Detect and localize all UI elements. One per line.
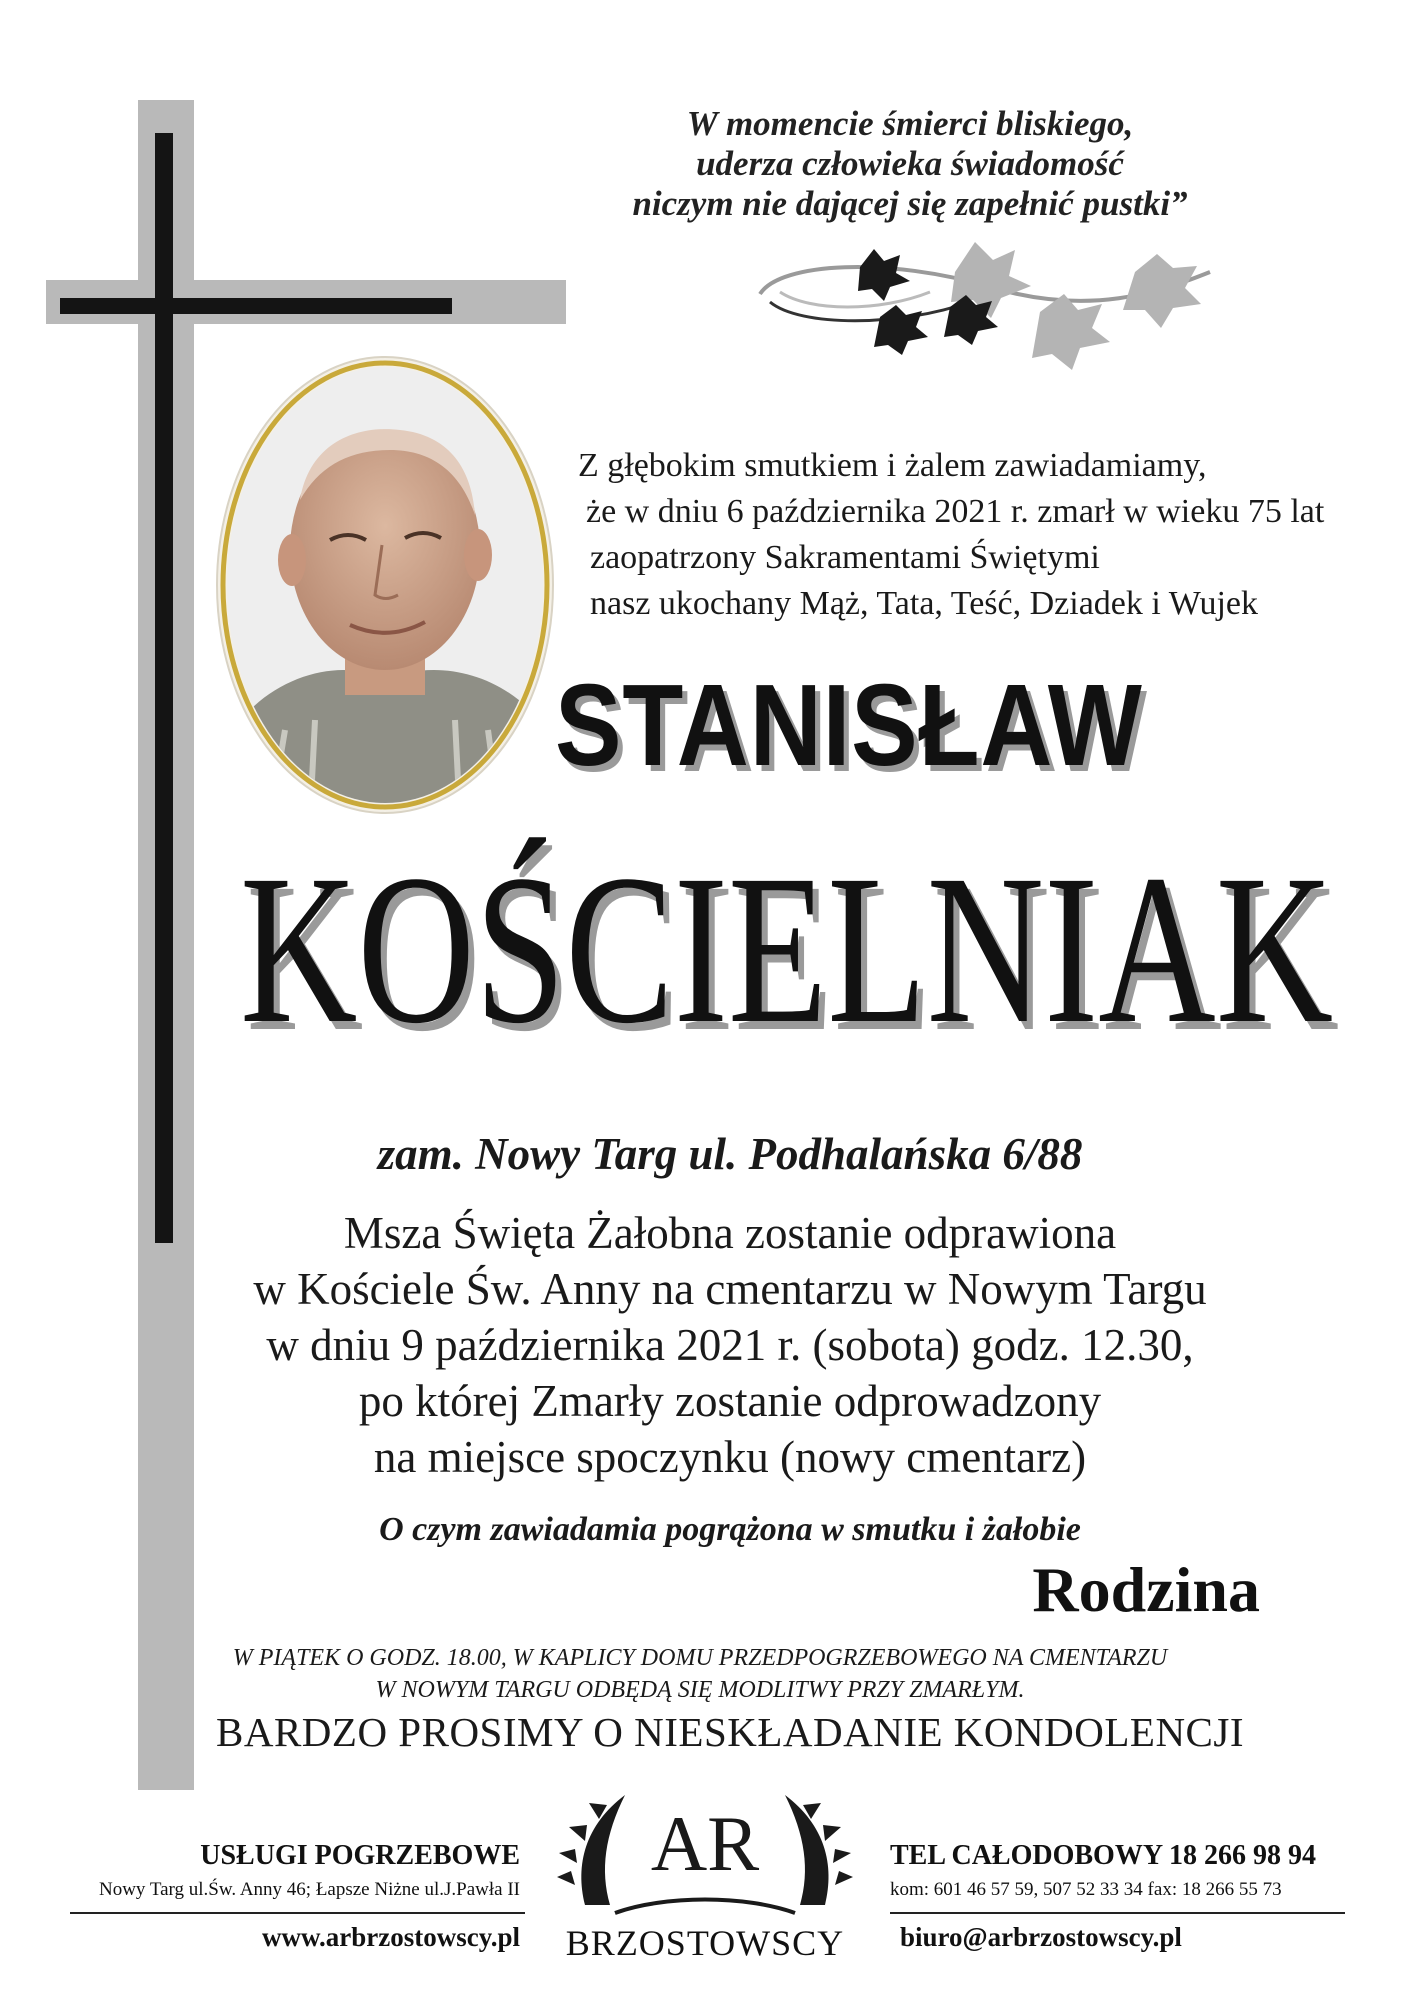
deceased-address: zam. Nowy Targ ul. Podhalańska 6/88	[377, 1129, 1083, 1179]
logo-company-name: BRZOSTOWSCY	[565, 1923, 845, 1963]
website-link[interactable]: www.arbrzostowscy.pl	[262, 1922, 520, 1952]
prayer-line: W PIĄTEK O GODZ. 18.00, W KAPLICY DOMU PRZEDPOGRZEBOWEGO NA CMENTARZU	[232, 1645, 1168, 1671]
memorial-quote	[560, 104, 1260, 224]
footer-divider	[890, 1912, 1345, 1914]
family-signature: Rodzina	[1032, 1554, 1260, 1625]
deceased-last-name: KOŚCIELNIAK	[240, 831, 1334, 1068]
quote-line: niczym nie dającej się zapełnić pustki”	[632, 184, 1188, 223]
deceased-first-name: STANISŁAW	[555, 660, 1143, 790]
phone-hotline: TEL CAŁODOBOWY 18 266 98 94	[890, 1840, 1317, 1871]
funeral-mass-details	[230, 1205, 1230, 1485]
mass-line: w Kościele Św. Anny na cmentarzu w Nowym Targu	[253, 1264, 1207, 1314]
mass-line: po której Zmarły zostanie odprowadzony	[358, 1376, 1102, 1426]
quote-line: uderza człowieka świadomość	[696, 144, 1124, 183]
funeral-services-title: USŁUGI POGRZEBOWE	[200, 1840, 520, 1871]
portrait-photo	[210, 350, 560, 820]
email-link[interactable]: biuro@arbrzostowscy.pl	[900, 1922, 1182, 1952]
intro-line: że w dniu 6 października 2021 r. zmarł w wieku 75 lat	[586, 493, 1325, 530]
phone-numbers: kom: 601 46 57 59, 507 52 33 34 fax: 18 266 55 73	[890, 1879, 1282, 1900]
mass-line: Msza Święta Żałobna zostanie odprawiona	[343, 1208, 1117, 1258]
prayer-notice	[200, 1642, 1200, 1706]
mass-line: na miejsce spoczynku (nowy cmentarz)	[373, 1432, 1087, 1482]
funeral-home-address: Nowy Targ ul.Św. Anny 46; Łapsze Niżne ul.J.Pawła II	[98, 1879, 520, 1900]
logo-letters: AR	[650, 1800, 760, 1887]
intro-line: Z głębokim smutkiem i żalem zawiadamiamy,	[578, 447, 1207, 484]
leaf-ornament-icon	[740, 232, 1220, 382]
cross-horizontal	[60, 298, 452, 314]
quote-line: W momencie śmierci bliskiego,	[686, 104, 1134, 143]
intro-line: zaopatrzony Sakramentami Świętymi	[590, 539, 1100, 576]
ar-laurel-logo-icon	[555, 1775, 855, 1920]
announcement-intro	[578, 443, 1378, 627]
closing-statement: O czym zawiadamia pogrążona w smutku i żałobie	[379, 1511, 1081, 1548]
condolence-request: BARDZO PROSIMY O NIESKŁADANIE KONDOLENCJI	[215, 1709, 1245, 1755]
mass-line: w dniu 9 października 2021 r. (sobota) godz. 12.30,	[266, 1320, 1194, 1370]
intro-line: nasz ukochany Mąż, Tata, Teść, Dziadek i Wujek	[590, 585, 1258, 622]
footer-divider	[70, 1912, 525, 1914]
prayer-line: W NOWYM TARGU ODBĘDĄ SIĘ MODLITWY PRZY ZMARŁYM.	[375, 1677, 1025, 1703]
